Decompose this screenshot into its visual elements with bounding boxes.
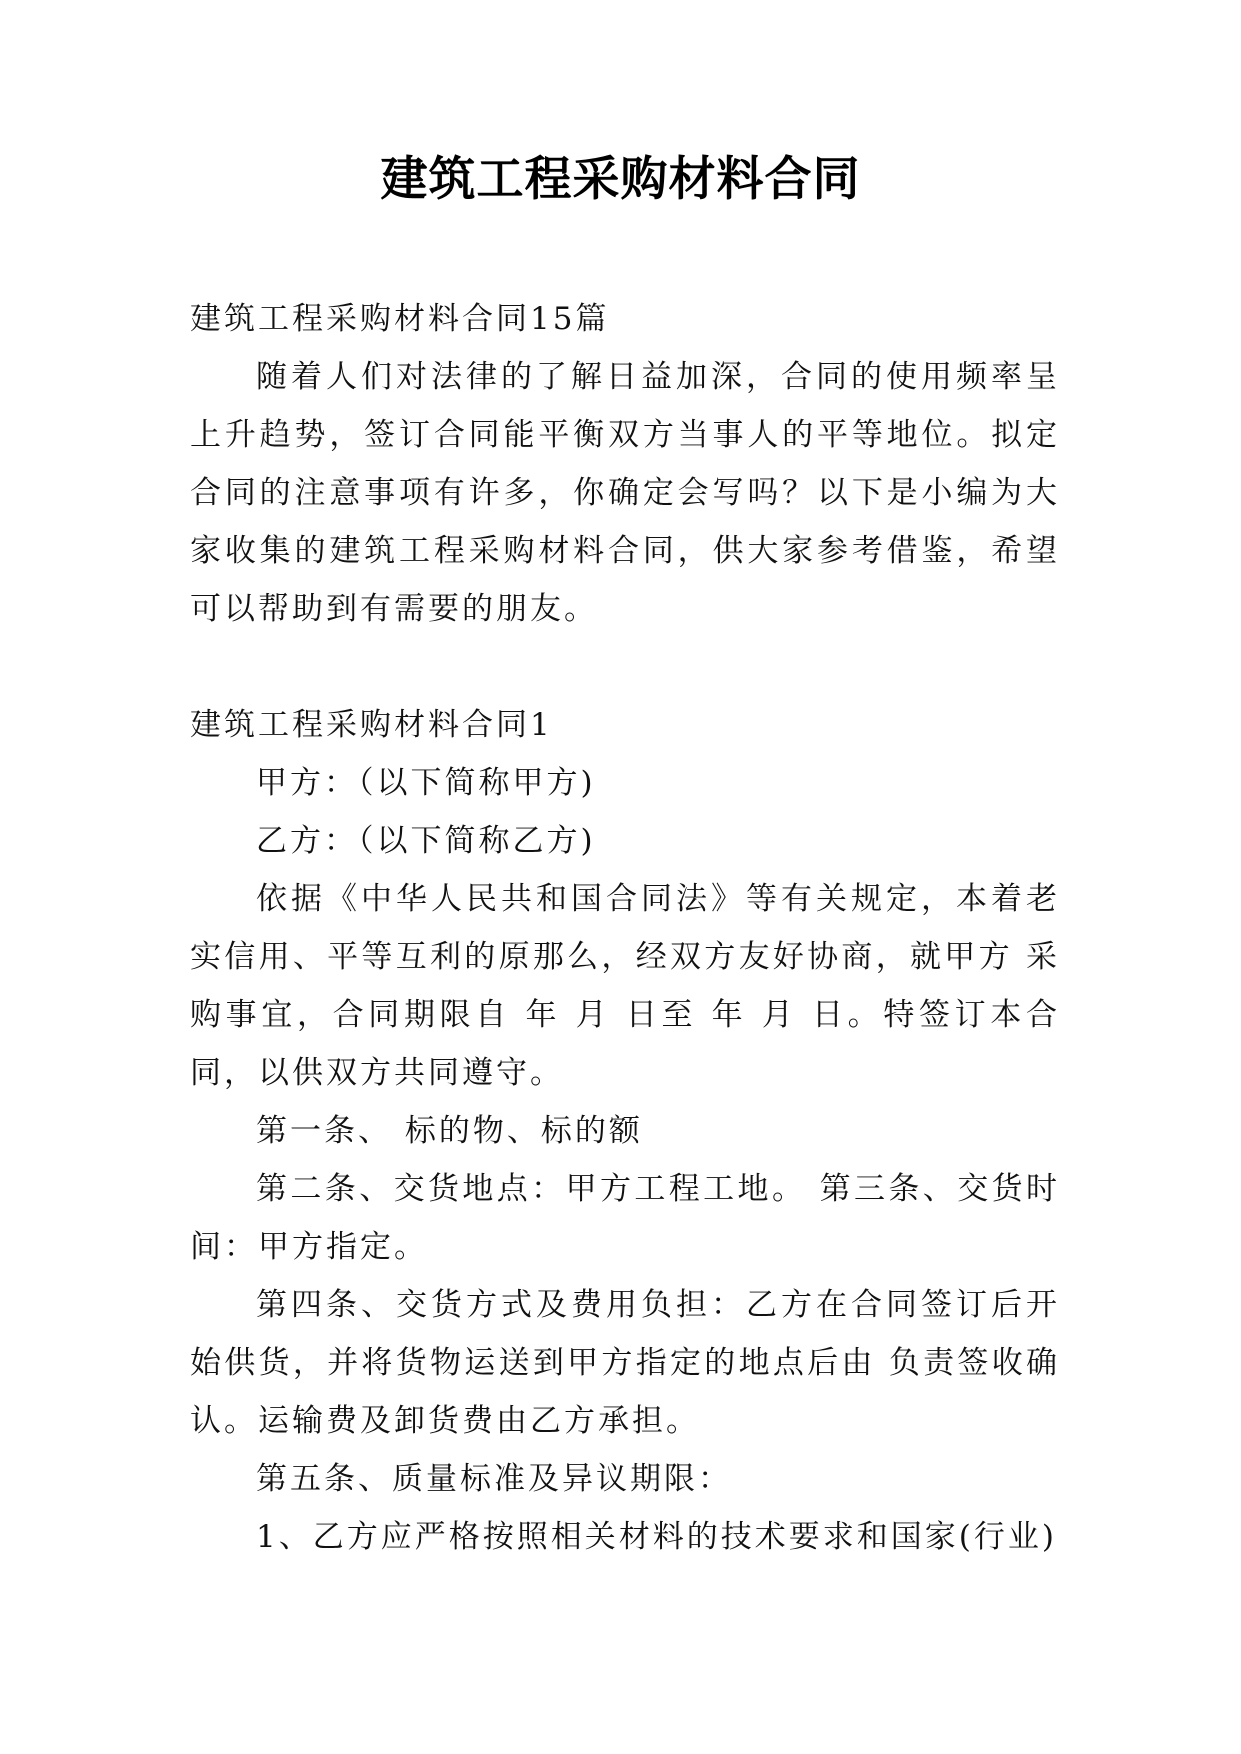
paragraph-spacer xyxy=(190,638,1060,696)
party-b-line: 乙方：（以下简称乙方) xyxy=(256,823,596,859)
article-5: 第五条、质量标准及异议期限： xyxy=(256,1461,732,1497)
document-title: 建筑工程采购材料合同 xyxy=(380,152,861,207)
article-4: 第四条、交货方式及费用负担：乙方在合同签订后开始供货，并将货物运送到甲方指定的地点后由 负责签收确认。运输费及卸货费由乙方承担。 xyxy=(190,1287,1060,1439)
party-a-line: 甲方：（以下简称甲方) xyxy=(256,765,596,801)
section-heading: 建筑工程采购材料合同1 xyxy=(190,707,553,743)
intro-paragraph: 随着人们对法律的了解日益加深，合同的使用频率呈上升趋势，签订合同能平衡双方当事人的平等地位。拟定合同的注意事项有许多，你确定会写吗？以下是小编为大家收集的建筑工程采购材料合同，供大家参考借鉴，希望可以帮助到有需要的朋友。 xyxy=(190,359,1060,627)
clause-5-1: 1、乙方应严格按照相关材料的技术要求和国家(行业) xyxy=(256,1519,1057,1555)
article-1: 第一条、 标的物、标的额 xyxy=(256,1113,643,1149)
article-2-3: 第二条、交货地点：甲方工程工地。 第三条、交货时间：甲方指定。 xyxy=(190,1171,1060,1265)
document-subtitle: 建筑工程采购材料合同15篇 xyxy=(190,301,610,337)
contract-basis-paragraph: 依据《中华人民共和国合同法》等有关规定，本着老实信用、平等互利的原那么，经双方友好协商，就甲方 采购事宜，合同期限自 年 月 日至 年 月 日。特签订本合同，以供双方共同遵守。 xyxy=(190,881,1060,1091)
document-body xyxy=(190,290,1060,1566)
